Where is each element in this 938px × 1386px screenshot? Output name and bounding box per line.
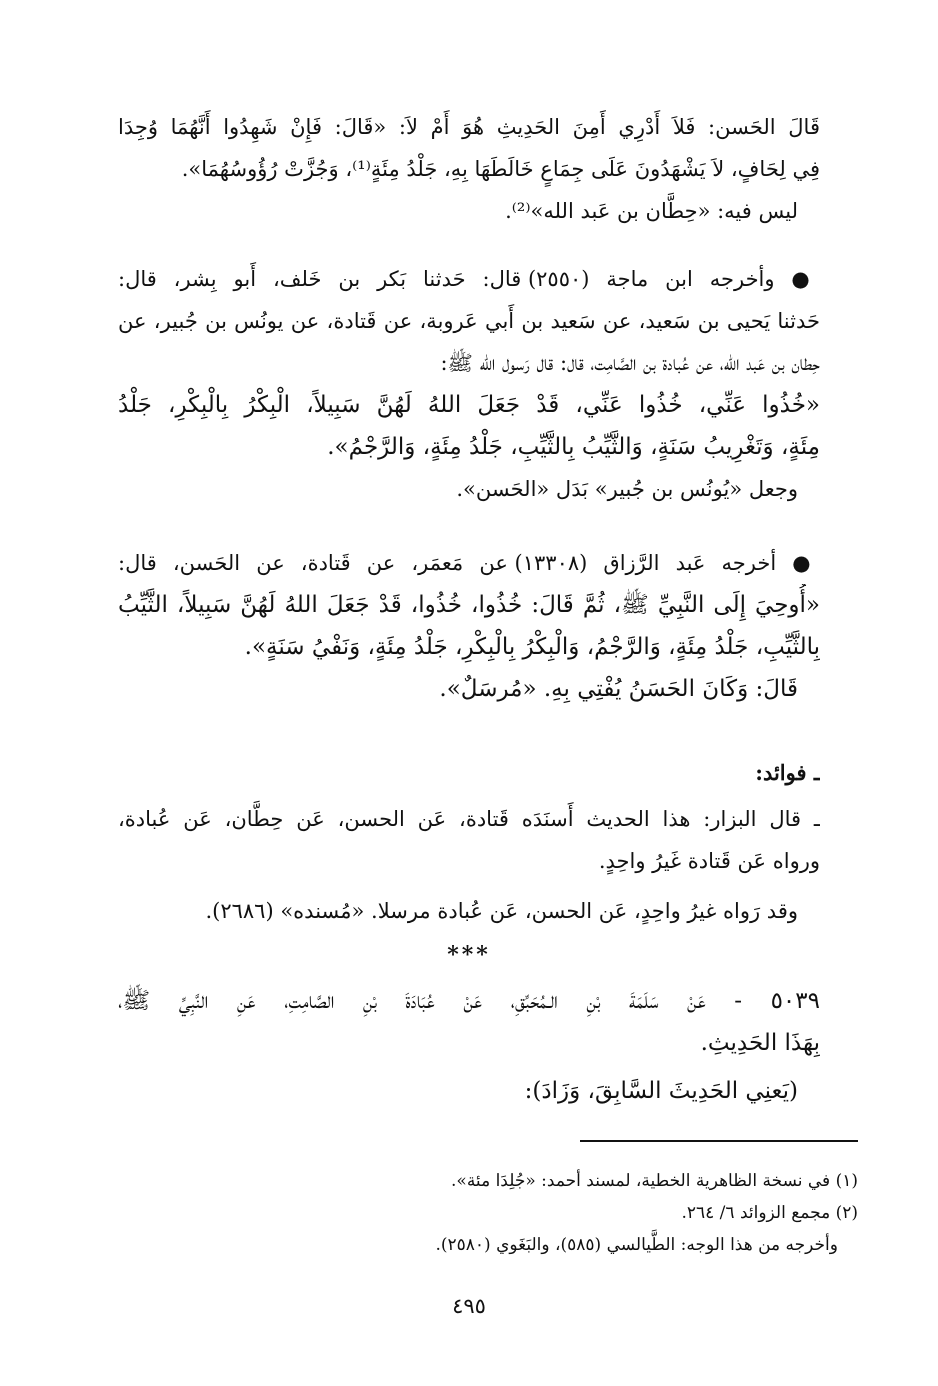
text-line: ليس فيه: «حِطَّان بن عَبد الله»⁽²⁾. bbox=[505, 199, 798, 223]
hadith-matn-line: بِالثَّيِّبِ، جَلْدُ مِئَةٍ، وَالرَّجْمُ، وَالْبِكْرُ بِالْبِكْرِ، جَلْدُ مِئَةٍ، وَنَفْيُ سَنَةٍ». bbox=[244, 634, 820, 660]
hadith-matn-line: مِئَةٍ، وَتَغْرِيبُ سَنَةٍ، وَالثَّيِّبُ بِالثَّيِّبِ، جَلْدُ مِئَةٍ، وَالرَّجْمُ». bbox=[327, 434, 820, 460]
text-line: حَدثنا يَحيى بن سَعيد، عن سَعيد بن أَبي عَروبة، عن قَتادة، عن يونُس بن جُبير، عن bbox=[118, 309, 820, 333]
hadith-continuation bbox=[118, 106, 820, 232]
text-line: وجعل «يُونُس بن جُبير» بَدَل «الحَسن». bbox=[456, 477, 798, 501]
text-line: فِي لِحَافٍ، لاَ يَشْهَدُونَ عَلَى جِمَاعٍ خَالَطَهَا بِهِ، جَلْدُ مِئَةٍ⁽¹⁾، وَجُزَّتْ رُؤُوسُهُمَا». bbox=[181, 157, 820, 181]
text-line: قَالَ: وَكَانَ الحَسَنُ يُفْتِي بِهِ. «مُرسَلٌ». bbox=[439, 676, 798, 702]
hadith-number-line: ٥٠٣٩ - عَنْ سَلَمَةَ بْنِ الـمُحَبِّقِ، عَنْ عُبَادَةَ بْنِ الصَّامِتِ، عَنِ النَّبِيِّ ﷺ، bbox=[118, 988, 820, 1014]
text-line: (يَعنِي الحَدِيثَ السَّابِقَ، وَزَادَ): bbox=[524, 1078, 798, 1104]
hadith-matn-line: «خُذُوا عَنِّي، خُذُوا عَنِّي، قَدْ جَعَلَ اللهُ لَهُنَّ سَبِيلاً، الْبِكْرُ بِالْبِكْرِ، جَلْدُ bbox=[118, 392, 820, 418]
page-number: ٤٩٥ bbox=[452, 1294, 486, 1318]
hadith-matn-line: «أُوحِيَ إِلَى النَّبِيِّ ﷺ، ثُمَّ قَالَ: خُذُوا، خُذُوا، قَدْ جَعَلَ اللهُ لَهُنَّ سَبِيلاً، الثَّيِّبُ bbox=[118, 592, 820, 618]
ibn-majah-takhrij bbox=[118, 258, 820, 510]
text-line: ● وأخرجه ابن ماجة (٢٥٥٠) قال: حَدثنا بَكر بن خَلف، أَبو بِشر، قال: bbox=[118, 267, 820, 291]
footnote-2-continuation: وأخرجه من هذا الوجه: الطَّيالسي (٥٨٥)، والبَغَوي (٢٥٨٠). bbox=[435, 1235, 838, 1255]
text-line: حِطان بن عَبد الله، عن عُبادة بن الصَّامِت، قال: قال رَسول الله ﷺ: bbox=[440, 351, 820, 375]
footnote-2: (٢) مجمع الزوائد ٦/ ٢٦٤. bbox=[681, 1203, 858, 1223]
text-line: ورواه عَن قَتادة غَيرُ واحِدٍ. bbox=[598, 849, 820, 873]
text-line: ـ قال البزار: هذا الحديث أَسنَدَه قَتادة، عَن الحسن، عَن حِطَّان، عَن عُبادة، bbox=[118, 807, 820, 831]
section-separator: *** bbox=[447, 942, 491, 968]
hadith-5039 bbox=[118, 980, 820, 1112]
text-line: قَالَ الحَسن: فَلاَ أَدْرِي أَمِنَ الحَدِيثِ هُوَ أَمْ لاَ: «قَالَ: فَإِنْ شَهِدُوا أَنَّهُمَا وُجِدَا bbox=[118, 115, 820, 139]
footnote-separator bbox=[580, 1140, 858, 1142]
section-heading: ـ فوائد: bbox=[755, 760, 820, 785]
fawaid-section bbox=[118, 752, 820, 932]
abdurrazzaq-takhrij bbox=[118, 542, 820, 710]
text-line: بِهَذَا الحَدِيثِ. bbox=[700, 1030, 820, 1056]
text-line: وقد رَواه غيرُ واحِدٍ، عَن الحسن، عَن عُبادة مرسلا. «مُسنده» (٢٦٨٦). bbox=[205, 899, 798, 923]
footnote-1: (١) في نسخة الظاهرية الخطية، لمسند أحمد: «جُلِدَا مئة». bbox=[451, 1171, 858, 1191]
text-line: ● أخرجه عَبد الرَّزاق (١٣٣٠٨) عن مَعمَر، عن قَتادة، عن الحَسن، قال: bbox=[118, 551, 820, 575]
